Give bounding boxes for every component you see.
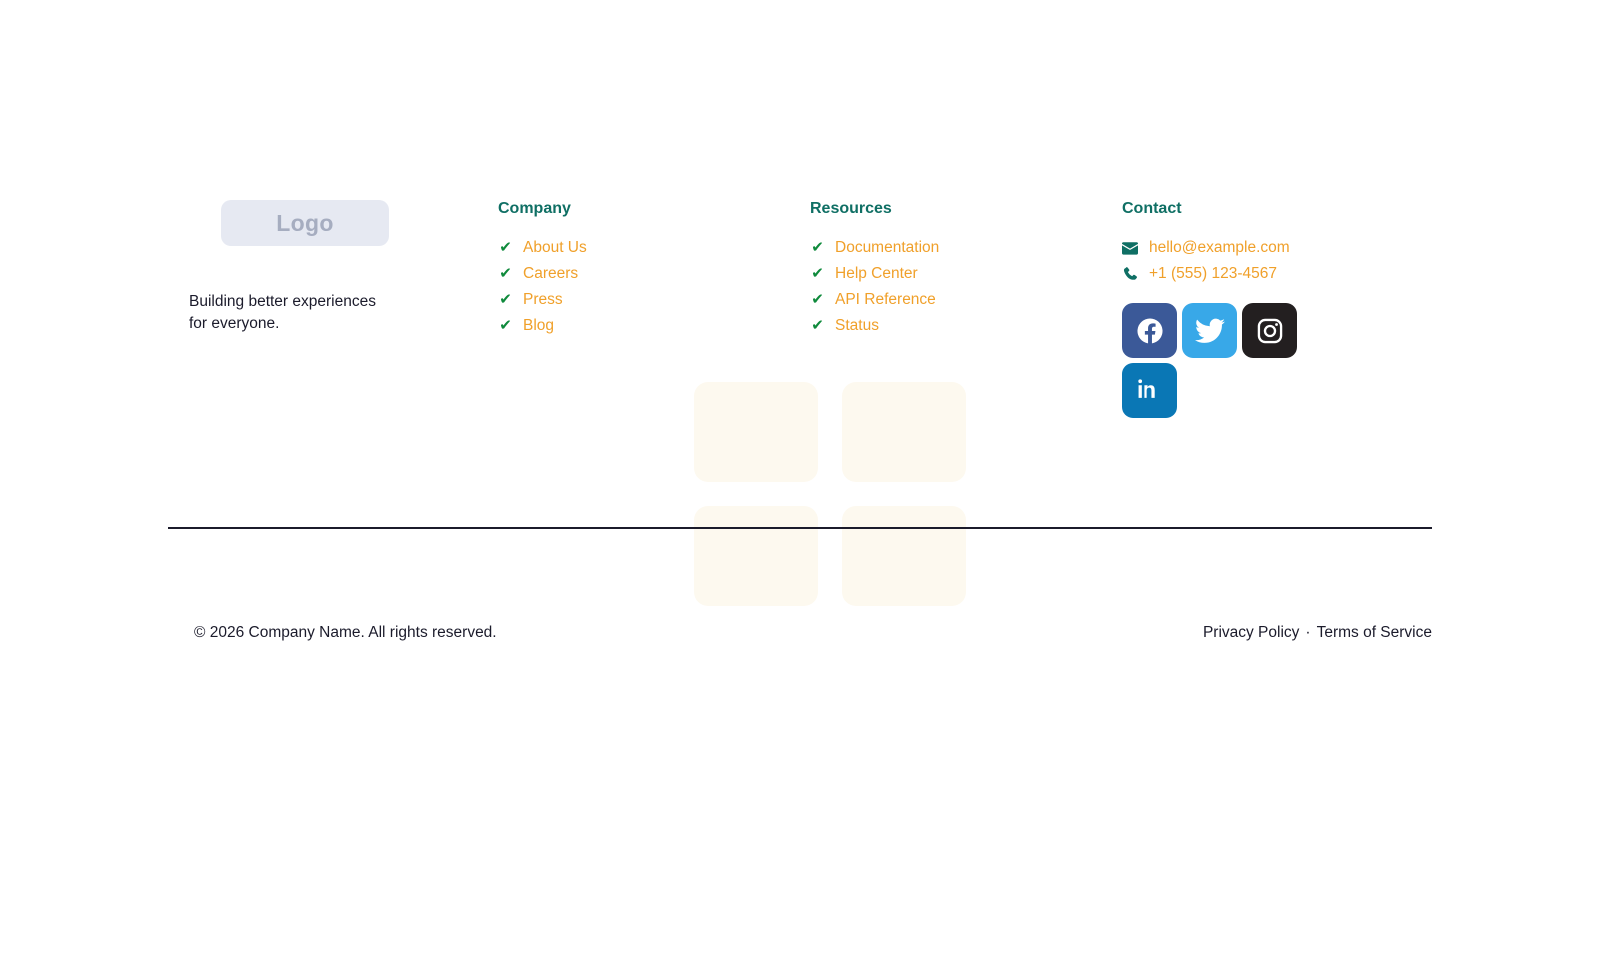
contact-phone-row[interactable]	[1122, 263, 1432, 285]
brand-column	[168, 200, 498, 336]
link-documentation[interactable]: Documentation	[835, 239, 940, 256]
link-api-reference[interactable]: API Reference	[835, 290, 936, 308]
logo-text: Logo	[276, 209, 334, 236]
copyright-text: © 2026 Company Name. All rights reserved.	[194, 624, 497, 641]
legal-links	[1203, 624, 1432, 642]
footer-divider	[168, 527, 1432, 529]
link-help-center[interactable]: Help Center	[835, 264, 918, 282]
logo-placeholder	[221, 200, 389, 246]
check-icon: ✔	[811, 291, 824, 309]
link-about-us[interactable]: About Us	[523, 239, 587, 256]
footer-link-row[interactable]	[810, 263, 1122, 285]
contact-email-row[interactable]	[1122, 237, 1432, 259]
footer-link-row[interactable]	[498, 237, 810, 259]
footer-bottom-bar	[168, 624, 1432, 642]
facebook-icon[interactable]	[1122, 303, 1177, 358]
link-status[interactable]: Status	[835, 316, 879, 334]
link-careers[interactable]: Careers	[523, 264, 579, 282]
footer-columns	[168, 200, 1433, 418]
check-icon: ✔	[499, 317, 512, 335]
social-links	[1122, 303, 1322, 418]
envelope-icon	[1122, 240, 1138, 256]
check-icon: ✔	[499, 239, 512, 257]
phone-icon	[1122, 266, 1138, 282]
decorative-square	[842, 506, 966, 606]
footer-link-row[interactable]	[810, 237, 1122, 259]
link-terms-of-service[interactable]: Terms of Service	[1316, 624, 1432, 641]
brand-tagline: Building better experiences for everyone.	[189, 293, 376, 333]
resources-column	[810, 200, 1122, 341]
footer-link-row[interactable]	[810, 289, 1122, 311]
decorative-square	[694, 506, 818, 606]
check-icon: ✔	[811, 317, 824, 335]
legal-separator: ·	[1305, 624, 1311, 641]
check-icon: ✔	[499, 291, 512, 309]
contact-column	[1122, 200, 1432, 418]
footer-link-row[interactable]	[498, 315, 810, 337]
check-icon: ✔	[811, 239, 824, 257]
twitter-icon[interactable]	[1182, 303, 1237, 358]
footer-link-row[interactable]	[810, 315, 1122, 337]
link-blog[interactable]: Blog	[523, 316, 555, 334]
footer-link-row[interactable]	[498, 263, 810, 285]
column-heading-resources: Resources	[810, 200, 892, 217]
check-icon: ✔	[811, 265, 824, 283]
column-heading-company: Company	[498, 200, 571, 217]
column-heading-contact: Contact	[1122, 200, 1182, 217]
company-column	[498, 200, 810, 341]
contact-email[interactable]: hello@example.com	[1149, 239, 1290, 256]
link-privacy-policy[interactable]: Privacy Policy	[1202, 624, 1300, 641]
link-press[interactable]: Press	[523, 290, 563, 308]
instagram-icon[interactable]	[1242, 303, 1297, 358]
check-icon: ✔	[499, 265, 512, 283]
footer-link-row[interactable]	[498, 289, 810, 311]
contact-phone[interactable]: +1 (555) 123-4567	[1149, 264, 1277, 282]
linkedin-icon[interactable]	[1122, 363, 1177, 418]
